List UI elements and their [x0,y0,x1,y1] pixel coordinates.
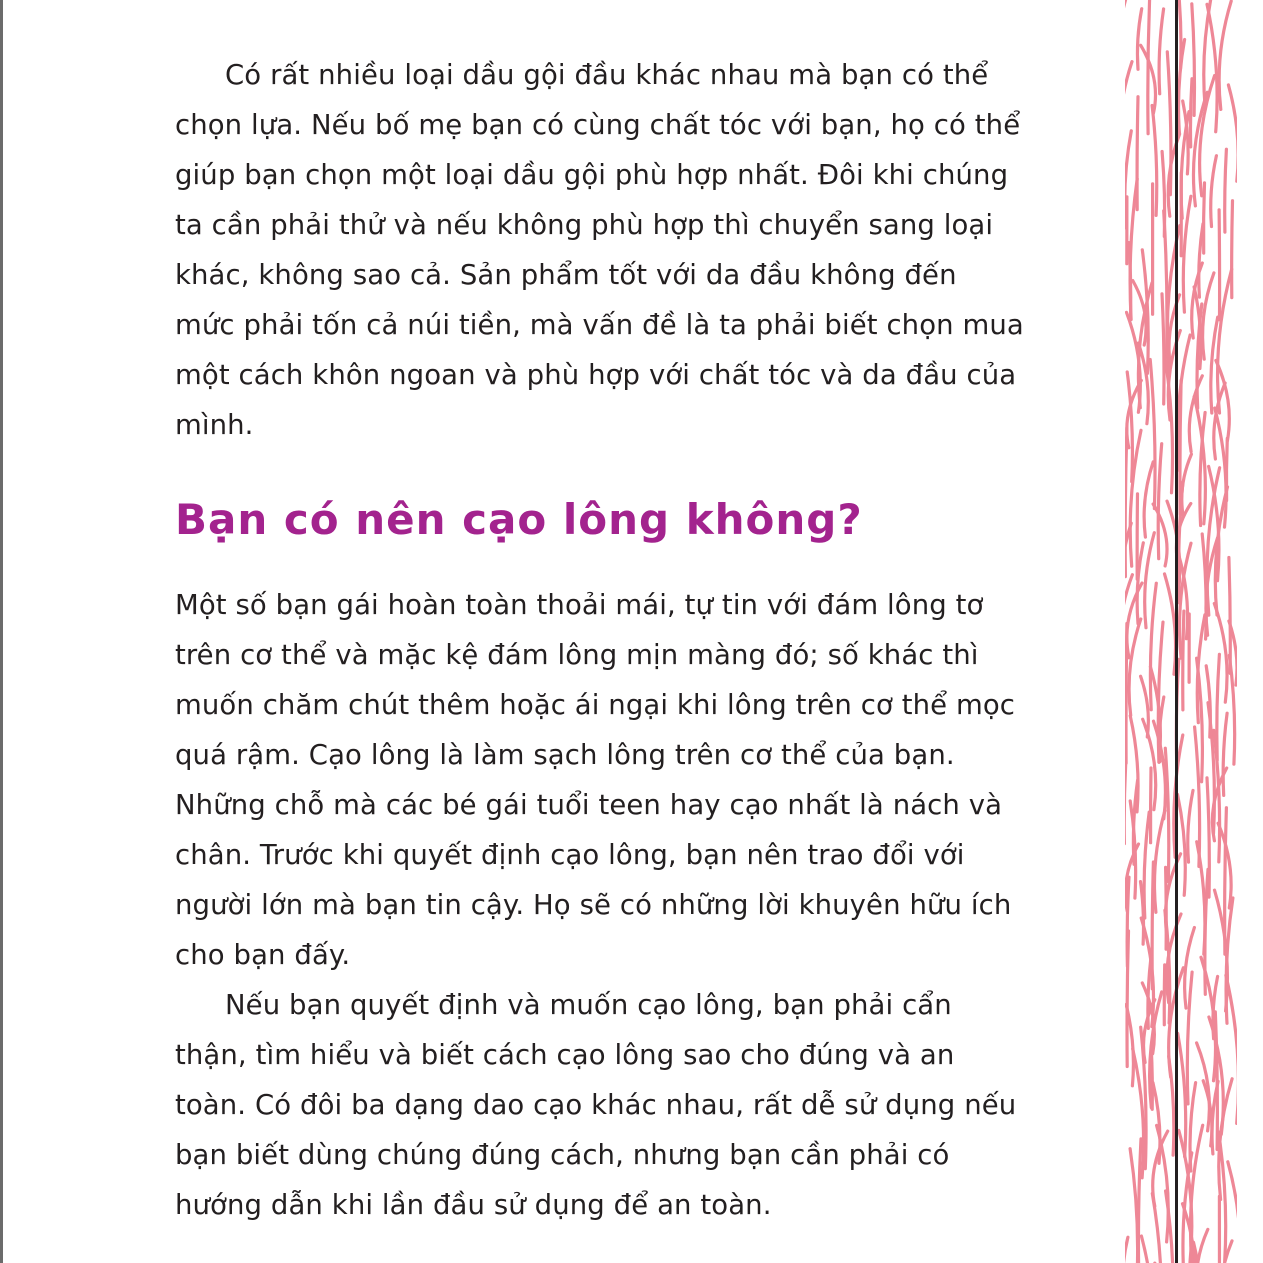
paragraph-shampoo: Có rất nhiều loại dầu gội đầu khác nhau mà bạn có thể chọn lựa. Nếu bố mẹ bạn có cùng chất tóc với bạn, họ có thể giúp bạn chọn một loại dầu gội phù hợp nhất. Đôi khi chúng ta cần phải thử và nếu không phù hợp thì chuyển sang loại khác, không sao cả. Sản phẩm tốt với da đầu không đến mức phải tốn cả núi tiền, mà vấn đề là ta phải biết chọn mua một cách khôn ngoan và phù hợp với chất tóc và da đầu của mình. [175,59,1024,441]
hair-stroke [1154,811,1164,913]
hair-stroke [1138,1139,1141,1263]
hair-stroke [1183,196,1191,312]
hair-stroke [1232,201,1233,298]
hair-stroke [1199,224,1203,297]
hair-stroke [1141,1236,1153,1263]
paragraph-shaving-safety: Nếu bạn quyết định và muốn cạo lông, bạn phải cẩn thận, tìm hiểu và biết cách cạo lông sao cho đúng và an toàn. Có đôi ba dạng dao cạo khác nhau, rất dễ sử dụng nếu bạn biết dùng chúng đúng cách, nhưng bạn cần phải có hướng dẫn khi lần đầu sử dụng để an toàn. [175,989,1017,1221]
hair-stroke [1225,149,1227,232]
hair-stroke [1178,335,1190,471]
hair-stroke [1204,183,1205,253]
hair-stroke [1125,428,1127,577]
hair-stroke [1125,1237,1128,1263]
hair-strokes-border [1125,0,1237,1263]
hair-stroke [1148,0,1150,134]
hair-stroke [1190,79,1192,147]
hair-stroke [1162,294,1164,404]
hair-stroke [1187,972,1192,1104]
hair-stroke [1217,654,1220,760]
hair-stroke [1197,1043,1210,1131]
hair-stroke [1137,97,1138,210]
hair-stroke [1159,9,1164,94]
hair-stroke [1144,462,1153,537]
hair-stroke [1196,1229,1208,1263]
hair-stroke [1129,619,1141,715]
paragraph-shaving-intro: Một số bạn gái hoàn toàn thoải mái, tự tin với đám lông tơ trên cơ thể và mặc kệ đám lông mịn màng đó; số khác thì muốn chăm chút thêm hoặc ái ngại khi lông trên cơ thể mọc quá rậm. Cạo lông là làm sạch lông trên cơ thể của bạn. Những chỗ mà các bé gái tuổi teen hay cạo nhất là nách và chân. Trước khi quyết định cạo lông, bạn nên trao đổi với người lớn mà bạn tin cậy. Họ sẽ có những lời khuyên hữu ích cho bạn đấy. [175,589,1016,971]
spine-divider-line [1175,0,1178,1263]
hair-stroke [1165,574,1176,674]
hair-stroke [1130,1149,1138,1263]
hair-stroke [1150,360,1155,509]
hair-stroke [1158,444,1161,559]
hair-stroke [1189,376,1202,452]
hair-stroke [1229,655,1234,764]
hair-stroke [1125,764,1126,844]
hair-stroke [1183,611,1184,710]
hair-stroke [1137,9,1141,70]
hair-stroke [1127,931,1128,1067]
page-edge-rule [0,0,3,1263]
hair-stroke [1225,808,1227,955]
page-content [175,50,1025,1230]
hair-stroke [1144,812,1149,918]
hair-stroke [1178,794,1186,895]
hair-stroke [1223,713,1227,795]
hair-stroke [1188,790,1193,862]
hair-stroke [1228,85,1237,181]
section-heading: Bạn có nên cạo lông không? [175,495,863,544]
hair-stroke [1130,179,1137,320]
hair-stroke [1211,156,1217,227]
